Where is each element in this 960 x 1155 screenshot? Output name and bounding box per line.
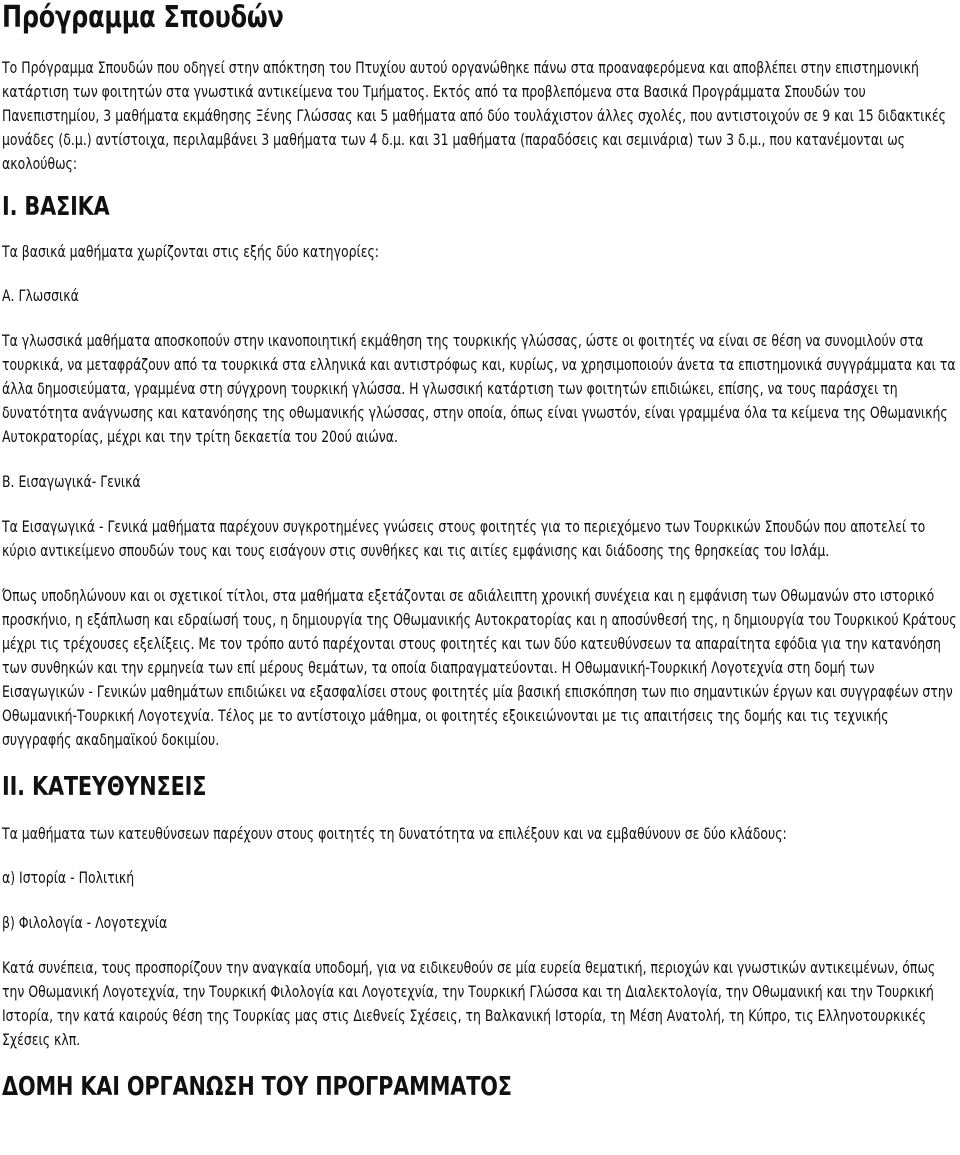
section-heading-basic: Ι. ΒΑΣΙΚΑ bbox=[2, 192, 110, 222]
basic-lead-paragraph: Τα βασικά μαθήματα χωρίζονται στις εξής δύο κατηγορίες: bbox=[2, 243, 380, 261]
section-heading-directions: ΙΙ. ΚΑΤΕΥΘΥΝΣΕΙΣ bbox=[2, 772, 207, 802]
language-paragraph: Τα γλωσσικά μαθήματα αποσκοπούν στην ικανοποιητική εκμάθηση της τουρκικής γλώσσας, ώστε οι φοιτητές να είναι σε θέση να συνομιλούν στα τουρκικά, να μεταφράζουν από τα τουρκικά στα ελληνικά και αντιστρόφως και, κυρίως, να χρησιμοποιούν άνετα τα επιστημονικά συγγράμματα και τα άλλα δημοσιεύματα, γραμμένα στη σύγχρονη τουρκική γλώσσα. Η γλωσσική κατάρτιση των φοιτητών επιδιώκει, επίσης, να τους παράσχει τη δυνατότητα ανάγνωσης και κατανόησης της οθωμανικής γλώσσας, στην οποία, όπως είναι γνωστόν, είναι γραμμένα όλα τα κείμενα της Οθωμανικής Αυτοκρατορίας, μέχρι και την τρίτη δεκαετία του 20ού αιώνα. bbox=[2, 332, 956, 446]
page-title: Πρόγραμμα Σπουδών bbox=[2, 0, 284, 35]
directions-closing-paragraph: Κατά συνέπεια, τους προσπορίζουν την αναγκαία υποδομή, για να ειδικευθούν σε μία ευρεία θεματική, περιοχών και γνωστικών αντικειμένων, όπως την Οθωμανική Λογοτεχνία, την Τουρκική Φιλολογία και Λογοτεχνία, την Τουρκική Γλώσσα και τη Διαλεκτολογία, την Οθωμανική και την Τουρκική Ιστορία, την κατά καιρούς θέση της Τουρκίας μας στις Διεθνείς Σχέσεις, τη Βαλκανική Ιστορία, τη Μέση Ανατολή, τη Κύπρο, τις Ελληνοτουρκικές Σχέσεις κλπ. bbox=[2, 959, 936, 1049]
document-body bbox=[2, 0, 958, 1102]
branch-philology-literature: β) Φιλολογία - Λογοτεχνία bbox=[2, 914, 168, 932]
section-heading-structure: ΔΟΜΗ ΚΑΙ ΟΡΓΑΝΩΣΗ ΤΟΥ ΠΡΟΓΡΑΜΜΑΤΟΣ bbox=[2, 1072, 512, 1102]
subsection-heading-introductory: Β. Εισαγωγικά- Γενικά bbox=[2, 473, 141, 491]
intro-paragraph: Το Πρόγραμμα Σπουδών που οδηγεί στην απόκτηση του Πτυχίου αυτού οργανώθηκε πάνω στα προαναφερόμενα και αποβλέπει στην επιστημονική κατάρτιση των φοιτητών στα γνωστικά αντικείμενα του Τμήματος. Εκτός από τα προβλεπόμενα στα Βασικά Προγράμματα Σπουδών του Πανεπιστημίου, 3 μαθήματα εκμάθησης Ξένης Γλώσσας και 5 μαθήματα από δύο τουλάχιστον άλλες σχολές, που αντιστοιχούν σε 9 και 15 διδακτικές μονάδες (δ.μ.) αντίστοιχα, περιλαμβάνει 3 μαθήματα των 4 δ.μ. και 31 μαθήματα (παραδόσεις και σεμινάρια) των 3 δ.μ., που κατανέμονται ως ακολούθως: bbox=[2, 59, 946, 173]
introductory-paragraph-1: Τα Εισαγωγικά - Γενικά μαθήματα παρέχουν συγκροτημένες γνώσεις στους φοιτητές για το περιεχόμενο των Τουρκικών Σπουδών που αποτελεί το κύριο αντικείμενο σπουδών τους και τους εισάγουν στις συνθήκες και τις αιτίες εμφάνισης και διάδοσης της θρησκείας του Ισλάμ. bbox=[2, 518, 926, 560]
directions-lead-paragraph: Τα μαθήματα των κατευθύνσεων παρέχουν στους φοιτητές τη δυνατότητα να επιλέξουν και να εμβαθύνουν σε δύο κλάδους: bbox=[2, 825, 787, 843]
branch-history-politics: α) Ιστορία - Πολιτική bbox=[2, 869, 135, 887]
introductory-paragraph-2: Όπως υποδηλώνουν και οι σχετικοί τίτλοι, στα μαθήματα εξετάζονται σε αδιάλειπτη χρονική συνέχεια και η εμφάνιση των Οθωμανών στο ιστορικό προσκήνιο, η εξάπλωση και εδραίωσή τους, η δημιουργία της Οθωμανικής Αυτοκρατορίας και η αποσύνθεσή της, η δημιουργία του Τουρκικού Κράτους μέχρι τις τρέχουσες εξελίξεις. Με τον τρόπο αυτό παρέχονται στους φοιτητές και των δύο κατευθύνσεων τα απαραίτητα εφόδια για την κατανόηση των συνθηκών και την ερμηνεία των επί μέρους θεμάτων, τα οποία διαπραγματεύονται. Η Οθωμανική-Τουρκική Λογοτεχνία στη δομή των Εισαγωγικών - Γενικών μαθημάτων επιδιώκει να εξασφαλίσει στους φοιτητές μία βασική επισκόπηση των πιο σημαντικών έργων και συγγραφέων στην Οθωμανική-Τουρκική Λογοτεχνία. Τέλος με το αντίστοιχο μάθημα, οι φοιτητές εξοικειώνονται με τις απαιτήσεις της δομής και τις τεχνικής συγγραφής ακαδημαϊκού δοκιμίου. bbox=[2, 587, 957, 749]
subsection-heading-language: Α. Γλωσσικά bbox=[2, 287, 79, 305]
